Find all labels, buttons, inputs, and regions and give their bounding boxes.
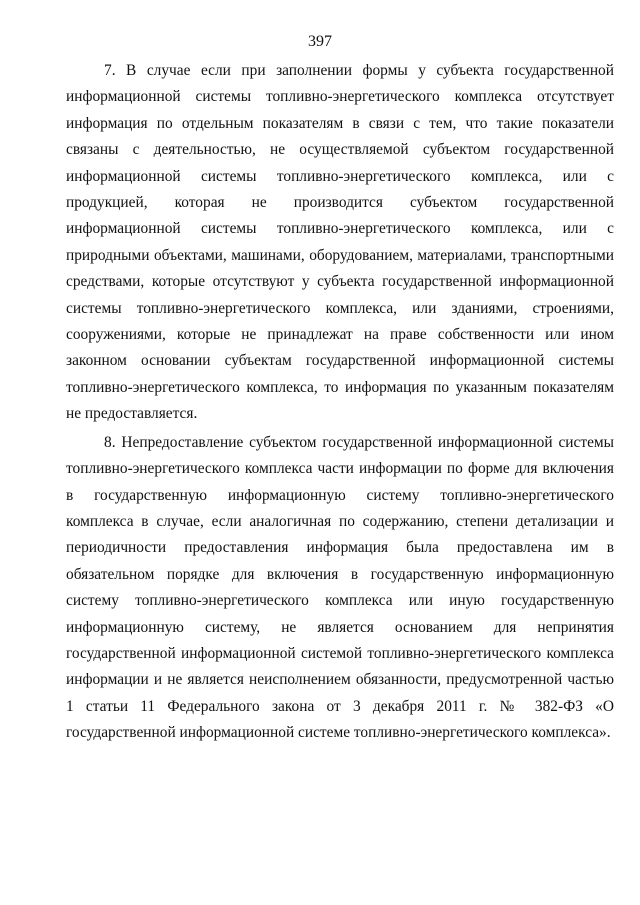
paragraph-7: 7. В случае если при заполнении формы у субъекта государственной информационной системы топливно-энергетического комплекса отсутствует информация по отдельным показателям в связи с тем, что такие показатели связаны с деятельностью, не осуществляемой субъектом государственной информационной системы топливно-энергетического комплекса, или с продукцией, которая не производится субъектом государственной информационной системы топливно-энергетического комплекса, или с природными объектами, машинами, оборудованием, материалами, транспортными средствами, которые отсутствуют у субъекта государственной информационной системы топливно-энергетического комплекса, или зданиями, строениями, сооружениями, которые не принадлежат на праве собственности или ином законном основании субъектам государственной информационной системы топливно-энергетического комплекса, то информация по указанным показателям не предоставляется. bbox=[66, 62, 614, 423]
page-number: 397 bbox=[308, 33, 332, 50]
paragraph-8: 8. Непредоставление субъектом государственной информационной системы топливно-энергетического комплекса части информации по форме для включения в государственную информационную систему топливно-энергетического комплекса в случае, если аналогичная по содержанию, степени детализации и периодичности предоставления информация была предоставлена им в обязательном порядке для включения в государственную информационную систему топливно-энергетического комплекса или иную государственную информационную систему, не является основанием для непринятия государственной информационной системой топливно-энергетического комплекса информации и не является неисполнением обязанности, предусмотренной частью 1 статьи 11 Федерального закона от 3 декабря 2011 г. № 382-ФЗ «О государственной информационной системе топливно-энергетического комплекса». bbox=[66, 433, 614, 742]
document-body bbox=[66, 58, 614, 747]
